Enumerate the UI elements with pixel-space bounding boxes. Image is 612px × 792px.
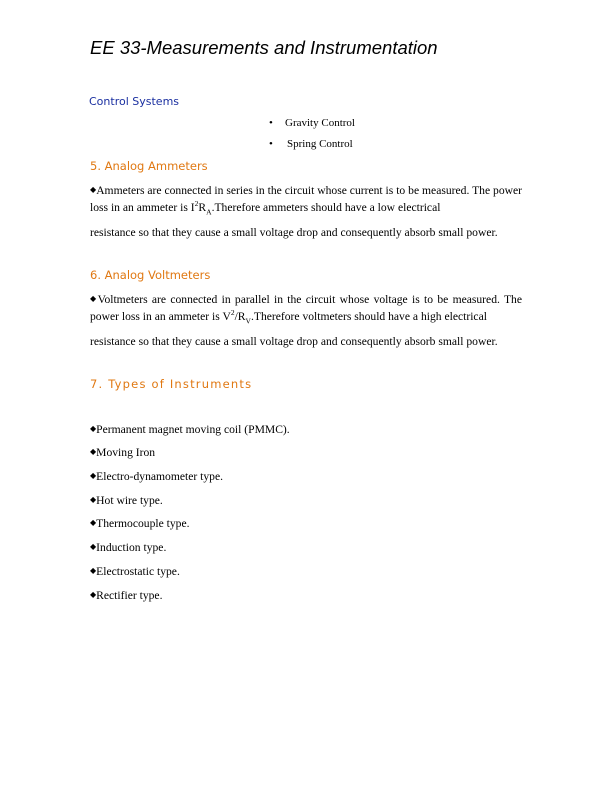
diamond-bullet-icon: ◆	[90, 447, 97, 456]
list-item-text: Electro-dynamometer type.	[96, 470, 223, 483]
list-item-text: Rectifier type.	[96, 589, 163, 602]
list-item	[90, 565, 180, 578]
superscript: 2	[194, 199, 199, 208]
diamond-bullet-icon: ◆	[90, 495, 97, 504]
section-heading-analog-ammeters: 5. Analog Ammeters	[90, 159, 208, 173]
paragraph-text	[90, 290, 522, 325]
list-item-text: Moving Iron	[96, 446, 156, 459]
list-item	[90, 423, 290, 436]
list-item	[90, 446, 155, 459]
list-item	[90, 541, 166, 554]
paragraph-text	[90, 181, 522, 216]
subscript: V	[245, 316, 251, 326]
list-item-text: Thermocouple type.	[96, 517, 190, 530]
diamond-bullet-icon: ◆	[90, 424, 97, 433]
diamond-bullet-icon: ◆	[90, 518, 97, 527]
diamond-bullet-icon: ◆	[90, 542, 97, 551]
bullet-icon: •	[269, 138, 273, 150]
text-run: Ammeters are connected in series in the circuit whose current is to be measured. The power loss in an ammeter is I	[90, 184, 522, 214]
page-title: EE 33-Measurements and Instrumentation	[90, 37, 438, 58]
list-item	[90, 589, 162, 602]
list-item	[269, 138, 353, 150]
list-item-text: Gravity Control	[285, 117, 355, 129]
section-paragraph-voltmeters	[90, 290, 522, 350]
diamond-bullet-icon: ◆	[90, 566, 97, 575]
section-heading-analog-voltmeters: 6. Analog Voltmeters	[90, 268, 211, 282]
paragraph-last-line: resistance so that they cause a small voltage drop and consequently absorb small power.	[90, 335, 498, 348]
list-item	[90, 470, 223, 483]
diamond-bullet-icon: ◆	[90, 471, 97, 480]
paragraph-last-line: resistance so that they cause a small voltage drop and consequently absorb small power.	[90, 226, 498, 239]
control-systems-label: Control Systems	[89, 95, 180, 108]
list-item-text: Spring Control	[287, 138, 353, 150]
list-item-text: Permanent magnet moving coil (PMMC).	[96, 423, 290, 436]
subscript: A	[206, 207, 212, 217]
section-heading-types-of-instruments: 7. Types of Instruments	[90, 377, 253, 391]
list-item-text: Induction type.	[96, 541, 167, 554]
text-run: .Therefore voltmeters should have a high electrical	[250, 310, 487, 323]
section-paragraph-ammeters	[90, 181, 522, 241]
diamond-bullet-icon: ◆	[90, 294, 98, 303]
text-run: /R	[234, 310, 246, 323]
list-item-text: Hot wire type.	[96, 494, 163, 507]
diamond-bullet-icon: ◆	[90, 185, 97, 194]
list-item	[269, 117, 355, 129]
text-run: .Therefore ammeters should have a low electrical	[211, 201, 441, 214]
text-run: R	[198, 201, 207, 214]
bullet-icon: •	[269, 117, 273, 129]
list-item	[90, 517, 190, 530]
superscript: 2	[230, 308, 235, 317]
list-item-text: Electrostatic type.	[96, 565, 180, 578]
list-item	[90, 494, 163, 507]
text-run: Voltmeters are connected in parallel in the circuit whose voltage is to be measured. The power loss in an ammeter is V	[90, 293, 522, 323]
diamond-bullet-icon: ◆	[90, 590, 97, 599]
